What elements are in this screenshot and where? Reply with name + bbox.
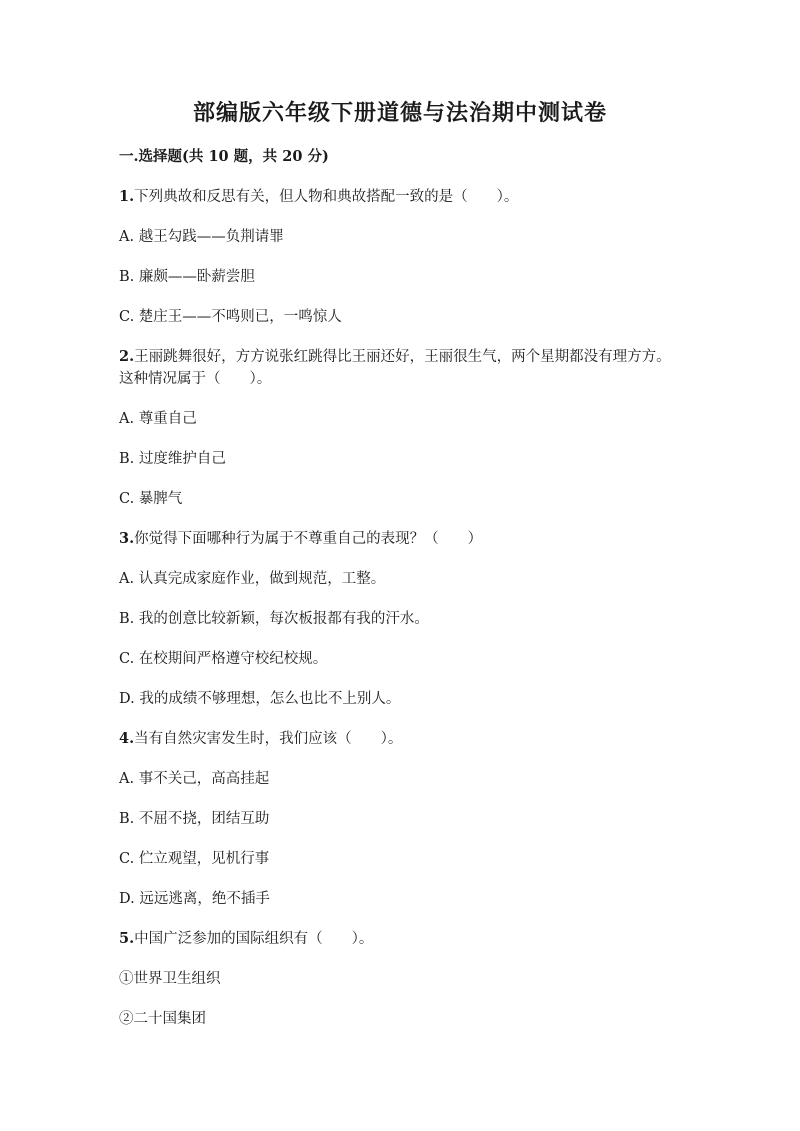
option-1c: C. 楚庄王——不鸣则已，一鸣惊人 — [119, 309, 342, 325]
option-1b: B. 廉颇——卧薪尝胆 — [119, 269, 255, 285]
question-number: 4. — [119, 730, 135, 747]
question-number: 3. — [119, 530, 135, 547]
option-4a: A. 事不关己，高高挂起 — [119, 771, 270, 787]
question-text: 下列典故和反思有关，但人物和典故搭配一致的是（ ）。 — [134, 189, 519, 205]
option-5-1: ①世界卫生组织 — [119, 971, 221, 987]
question-text: 当有自然灾害发生时，我们应该（ ）。 — [134, 731, 403, 747]
question-number: 2. — [119, 348, 135, 365]
exam-title: 部编版六年级下册道德与法治期中测试卷 — [192, 100, 607, 126]
question-text: 你觉得下面哪种行为属于不尊重自己的表现？（ ） — [134, 531, 483, 547]
option-3b: B. 我的创意比较新颖，每次板报都有我的汗水。 — [119, 611, 429, 627]
option-3d: D. 我的成绩不够理想，怎么也比不上别人。 — [119, 691, 401, 707]
question-number: 5. — [119, 930, 135, 947]
question-text: 王丽跳舞很好，方方说张红跳得比王丽还好，王丽很生气，两个星期都没有理方方。这种情况属于（ ）。 — [119, 349, 671, 387]
exam-content — [119, 146, 679, 1048]
question-number: 1. — [119, 188, 135, 205]
option-5-2: ②二十国集团 — [119, 1011, 206, 1027]
question-4 — [119, 728, 679, 750]
question-3 — [119, 528, 679, 550]
question-1 — [119, 186, 679, 208]
section-heading: 一.选择题(共 10 题，共 20 分) — [119, 148, 329, 165]
option-1a: A. 越王勾践——负荆请罪 — [119, 229, 284, 245]
question-2 — [119, 346, 679, 390]
option-3c: C. 在校期间严格遵守校纪校规。 — [119, 651, 328, 667]
option-3a: A. 认真完成家庭作业，做到规范，工整。 — [119, 571, 386, 587]
option-2c: C. 暴脾气 — [119, 491, 183, 507]
option-4b: B. 不屈不挠，团结互助 — [119, 811, 270, 827]
option-4d: D. 远远逃离，绝不插手 — [119, 891, 270, 907]
option-4c: C. 伫立观望，见机行事 — [119, 851, 270, 867]
option-2a: A. 尊重自己 — [119, 411, 197, 427]
question-text: 中国广泛参加的国际组织有（ ）。 — [134, 931, 374, 947]
question-5 — [119, 928, 679, 950]
option-2b: B. 过度维护自己 — [119, 451, 226, 467]
